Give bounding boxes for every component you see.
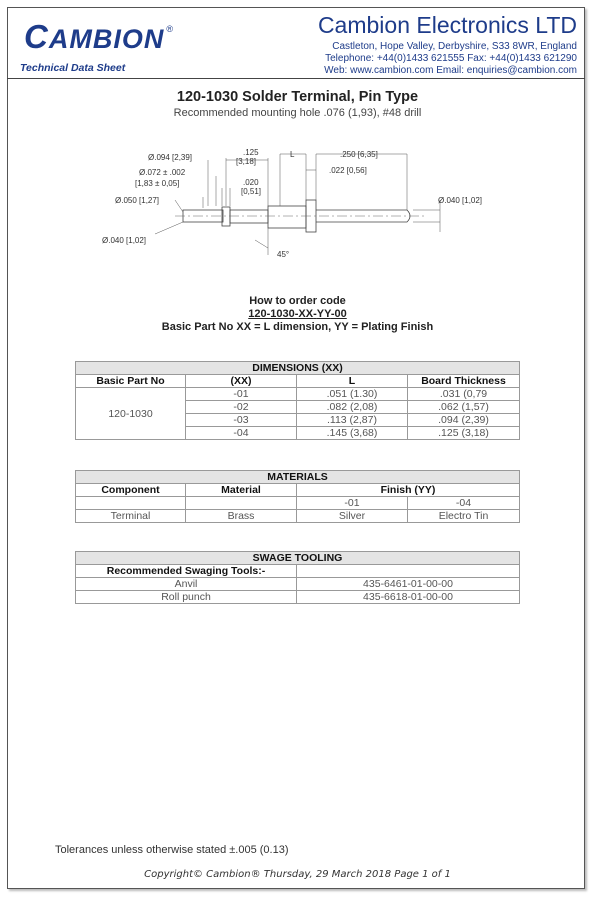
- dim-dia-040-right: Ø.040 [1,02]: [438, 196, 483, 205]
- table-cell: .051 (1.30): [297, 388, 408, 401]
- table-cell: 435-6618-01-00-00: [297, 591, 520, 604]
- table-cell: .113 (2,87): [297, 414, 408, 427]
- table-cell: -03: [186, 414, 297, 427]
- table-caption: MATERIALS: [76, 471, 520, 484]
- dim-len-125-mm: [3,18]: [236, 157, 257, 166]
- company-contact: [324, 41, 577, 77]
- company-name: Cambion Electronics LTD: [317, 12, 577, 38]
- dim-dia-094: Ø.094 [2,39]: [148, 153, 193, 162]
- table-header: Recommended Swaging Tools:-: [76, 565, 297, 578]
- table-caption: SWAGE TOOLING: [76, 552, 520, 565]
- table-header: Board Thickness: [408, 375, 520, 388]
- table-header: [297, 565, 520, 578]
- dimensions-table: [75, 361, 520, 440]
- company-phone: Telephone: +44(0)1433 621555 Fax: +44(0)1433 621290: [325, 53, 577, 64]
- table-header: Material: [186, 484, 297, 497]
- page-title: 120-1030 Solder Terminal, Pin Type: [176, 89, 419, 105]
- table-cell: .031 (0,79: [408, 388, 520, 401]
- table-header: Basic Part No: [76, 375, 186, 388]
- table-header: L: [297, 375, 408, 388]
- table-cell: -04: [186, 427, 297, 440]
- table-cell: .125 (3,18): [408, 427, 520, 440]
- part-number-cell: 120-1030: [76, 388, 186, 440]
- table-cell: Silver: [297, 510, 408, 523]
- table-cell: Anvil: [76, 578, 297, 591]
- header-divider: [7, 78, 585, 79]
- dim-dia-072: Ø.072 ± .002: [139, 168, 186, 177]
- table-header: Component: [76, 484, 186, 497]
- page-subtitle: Recommended mounting hole .076 (1,93), #48 drill: [173, 107, 422, 119]
- dim-len-l: L: [290, 150, 295, 159]
- table-cell: .062 (1,57): [408, 401, 520, 414]
- dim-dia-050: Ø.050 [1,27]: [115, 196, 160, 205]
- dim-len-125: .125: [243, 148, 259, 157]
- order-code-block: [0, 295, 595, 334]
- table-header: Finish (YY): [297, 484, 520, 497]
- order-code: 120-1030-XX-YY-00: [248, 308, 347, 320]
- table-cell: Brass: [186, 510, 297, 523]
- table-row: [76, 388, 520, 401]
- table-cell: .082 (2,08): [297, 401, 408, 414]
- table-cell: -01: [186, 388, 297, 401]
- table-row: [76, 510, 520, 523]
- table-cell: -02: [186, 401, 297, 414]
- table-cell: [76, 497, 186, 510]
- dimension-lines: [155, 154, 440, 255]
- table-cell: Roll punch: [76, 591, 297, 604]
- table-cell: .145 (3,68): [297, 427, 408, 440]
- table-cell: Terminal: [76, 510, 186, 523]
- table-cell: 435-6461-01-00-00: [297, 578, 520, 591]
- table-cell: [186, 497, 297, 510]
- dim-len-250: .250 [6,35]: [340, 150, 378, 159]
- table-cell: .094 (2,39): [408, 414, 520, 427]
- document-type: Technical Data Sheet: [20, 62, 126, 74]
- table-row: [76, 591, 520, 604]
- order-heading: How to order code: [249, 295, 346, 307]
- table-row: [76, 497, 520, 510]
- tolerance-note: Tolerances unless otherwise stated ±.005 (0.13): [55, 844, 289, 856]
- table-cell: -01: [297, 497, 408, 510]
- cambion-logo: CAMBION ®: [24, 18, 174, 55]
- dim-len-020-mm: [0,51]: [241, 187, 262, 196]
- terminal-drawing: [95, 140, 483, 270]
- swage-tooling-table: [75, 551, 520, 604]
- dim-dia-040-left: Ø.040 [1,02]: [102, 236, 147, 245]
- materials-table: [75, 470, 520, 523]
- dim-len-022: .022 [0,56]: [329, 166, 367, 175]
- table-header: (XX): [186, 375, 297, 388]
- table-cell: -04: [408, 497, 520, 510]
- company-address: Castleton, Hope Valley, Derbyshire, S33 8WR, England: [332, 41, 577, 52]
- order-legend: Basic Part No XX = L dimension, YY = Plating Finish: [161, 321, 434, 333]
- table-row: [76, 578, 520, 591]
- dim-dia-072-mm: [1,83 ± 0,05]: [135, 179, 180, 188]
- dim-angle: 45°: [277, 250, 290, 259]
- dim-len-020: .020: [243, 178, 259, 187]
- table-cell: Electro Tin: [408, 510, 520, 523]
- company-web: Web: www.cambion.com Email: enquiries@cambion.com: [324, 65, 577, 76]
- page-footer: Copyright© Cambion® Thursday, 29 March 2018 Page 1 of 1: [144, 869, 451, 880]
- table-caption: DIMENSIONS (XX): [76, 362, 520, 375]
